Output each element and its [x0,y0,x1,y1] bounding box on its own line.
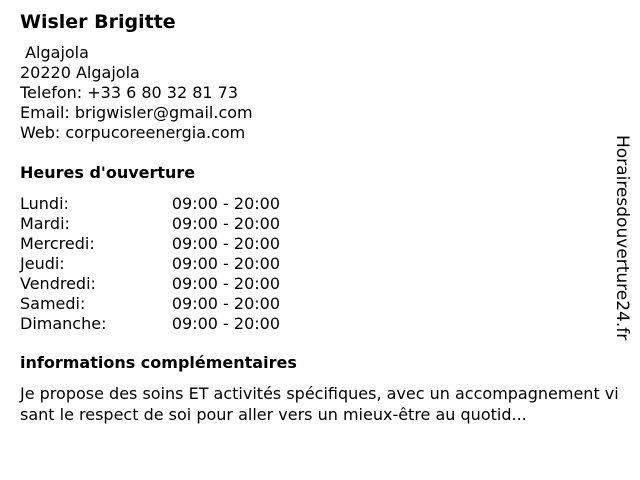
day-label: Mardi: [20,214,70,233]
hours-row-wednesday [20,234,280,254]
opening-hours-table [20,194,280,334]
additional-info-text: Je propose des soins ET activités spécifiques, avec un accompagnement visant le respect de soi pour aller vers un mieux-être au quotid... [20,384,619,424]
address-city: 20220 Algajola [20,63,140,82]
hours-row-thursday [20,254,280,274]
time-range: 09:00 - 20:00 [171,294,280,313]
day-label: Vendredi: [20,274,96,293]
day-label: Samedi: [20,294,86,313]
website-line: Web: corpucoreenergia.com [20,123,246,142]
opening-hours-heading: Heures d'ouverture [20,163,196,182]
time-range: 09:00 - 20:00 [171,234,280,253]
address-street: Algajola [20,43,89,62]
phone-line: Telefon: +33 6 80 32 81 73 [20,83,239,102]
hours-row-monday [20,194,280,214]
hours-row-sunday [20,314,280,334]
email-line: Email: brigwisler@gmail.com [20,103,253,122]
time-range: 09:00 - 20:00 [171,214,280,233]
hours-row-saturday [20,294,280,314]
time-range: 09:00 - 20:00 [171,314,280,333]
time-range: 09:00 - 20:00 [171,254,280,273]
business-name: Wisler Brigitte [20,11,176,33]
hours-row-tuesday [20,214,280,234]
hours-row-friday [20,274,280,294]
time-range: 09:00 - 20:00 [171,194,280,213]
day-label: Lundi: [20,194,69,213]
time-range: 09:00 - 20:00 [171,274,280,293]
day-label: Dimanche: [20,314,107,333]
additional-info-heading: informations complémentaires [20,353,297,372]
contact-block [20,43,253,143]
day-label: Mercredi: [20,234,95,253]
day-label: Jeudi: [20,254,65,273]
site-watermark: Horairesdouverture24.fr [612,135,632,341]
